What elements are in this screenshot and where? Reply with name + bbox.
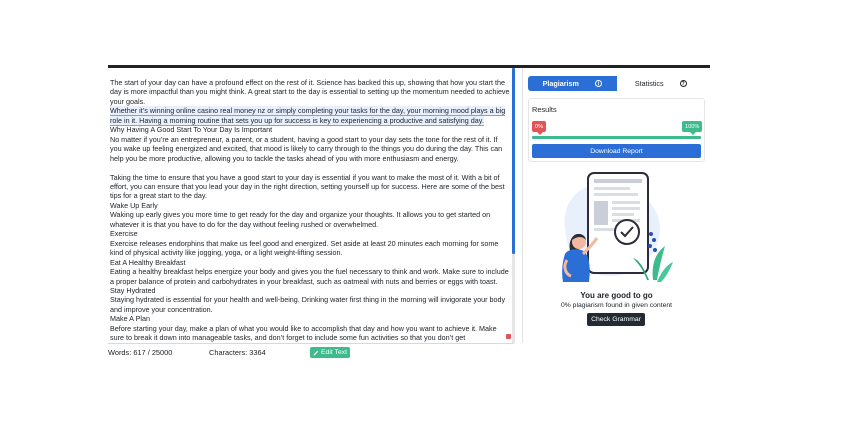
tab-plagiarism-label: Plagiarism (542, 79, 579, 88)
editor-paragraph: Eating a healthy breakfast helps energize your body and gives you the fuel necessary to think and work. Make sure to include a proper balance of protein and carbohydrates in your breakfast, such as oatmeal with nuts and berries or eggs with toast. (110, 267, 509, 286)
editor-paragraph: Eat A Healthy Breakfast (110, 257, 186, 267)
edit-text-button[interactable] (310, 347, 350, 358)
highlighted-sentence[interactable]: Whether it’s winning online casino real money nz or simply completing your tasks for the day, your morning mood plays a big role in it. Having a morning routine that sets you up for success is key to experiencing a productive and satisfying day. (110, 106, 506, 125)
edit-text-label: Edit Text (321, 349, 347, 356)
editor-scrollbar-track[interactable] (512, 254, 515, 343)
result-tabs (528, 76, 705, 91)
editor-paragraph: Staying hydrated is essential for your health and well-being. Drinking water first thing in the morning will invigorate your body and improve your concentration. (110, 295, 506, 314)
error-marker-icon (506, 334, 511, 339)
editor-paragraph (110, 163, 510, 172)
pencil-icon (313, 350, 319, 356)
editor-paragraph: No matter if you’re an entrepreneur, a parent, or a student, having a good start to your day sets the tone for the rest of it. If you wake up feeling energized and excited, that mood is likely to carry through to the things you do during the day. This can help you be more productive, allowing you to tackle the tasks ahead of you with more enthusiasm and energy. (110, 134, 503, 163)
editor-paragraph: Waking up early gives you more time to get ready for the day and organize your thoughts. It allows you to get started on whatever it is that you have to do for the day without feeling rushed or overwhelmed. (110, 210, 491, 229)
editor-paragraph: Wake Up Early (110, 200, 158, 210)
max-percent-badge: 100% (682, 121, 702, 132)
editor-scrollbar-thumb[interactable] (512, 68, 515, 254)
text-editor[interactable] (108, 68, 514, 343)
editor-paragraph (110, 106, 510, 125)
editor-paragraph: Why Having A Good Start To Your Day Is Important (110, 125, 273, 135)
min-percent-badge: 0% (532, 121, 546, 132)
editor-paragraph: Exercise releases endorphins that make us feel good and energized. Set aside at least 20 minutes each morning for some kind of physical activity like jogging, yoga, or a light weight-lifting session. (110, 238, 499, 258)
editor-bottom-border (108, 343, 514, 344)
results-title: Results (532, 105, 557, 114)
tab-statistics-label: Statistics (634, 79, 664, 88)
editor-paragraph: Taking the time to ensure that you have a good start to your day is essential if you want to make the most of it. With a bit of effort, you can ensure that you lead your day in the right direction, setting yourself up for success. Here are some of the best tips for a great start to the day. (110, 172, 505, 201)
tab-statistics[interactable] (617, 76, 706, 91)
info-icon: ? (681, 80, 685, 87)
editor-paragraph: Stay Hydrated (110, 285, 156, 295)
check-grammar-button[interactable]: Check Grammar (587, 313, 645, 326)
editor-content[interactable] (108, 68, 510, 343)
editor-paragraph: The start of your day can have a profound effect on the rest of it. Science has backed this up, showing that how you start the day is more impactful than you might think. A great start to the day is essential to setting up the momentum needed to achieve your goals. (110, 78, 510, 106)
status-title: You are good to go (580, 291, 653, 300)
character-count: Characters: 3364 (209, 348, 266, 357)
editor-paragraph: Exercise (110, 229, 138, 239)
person-with-checklist-illustration (553, 170, 673, 288)
tab-plagiarism[interactable] (528, 76, 617, 91)
status-subtitle: 0% plagiarism found in given content (560, 302, 673, 309)
plagiarism-progress-bar (532, 136, 701, 139)
editor-paragraph: Make A Plan (110, 314, 150, 324)
download-report-button[interactable]: Download Report (532, 144, 701, 158)
panel-divider (522, 68, 523, 343)
info-icon: i (595, 80, 602, 87)
results-card (528, 98, 705, 162)
word-count: Words: 617 / 25000 (108, 348, 173, 357)
editor-paragraph: Before starting your day, make a plan of what you would like to accomplish that day and how you want to achieve it. Make sure to break it down into manageable tasks, and don’t forget to include some fun activities so that you don’t get (110, 323, 497, 343)
